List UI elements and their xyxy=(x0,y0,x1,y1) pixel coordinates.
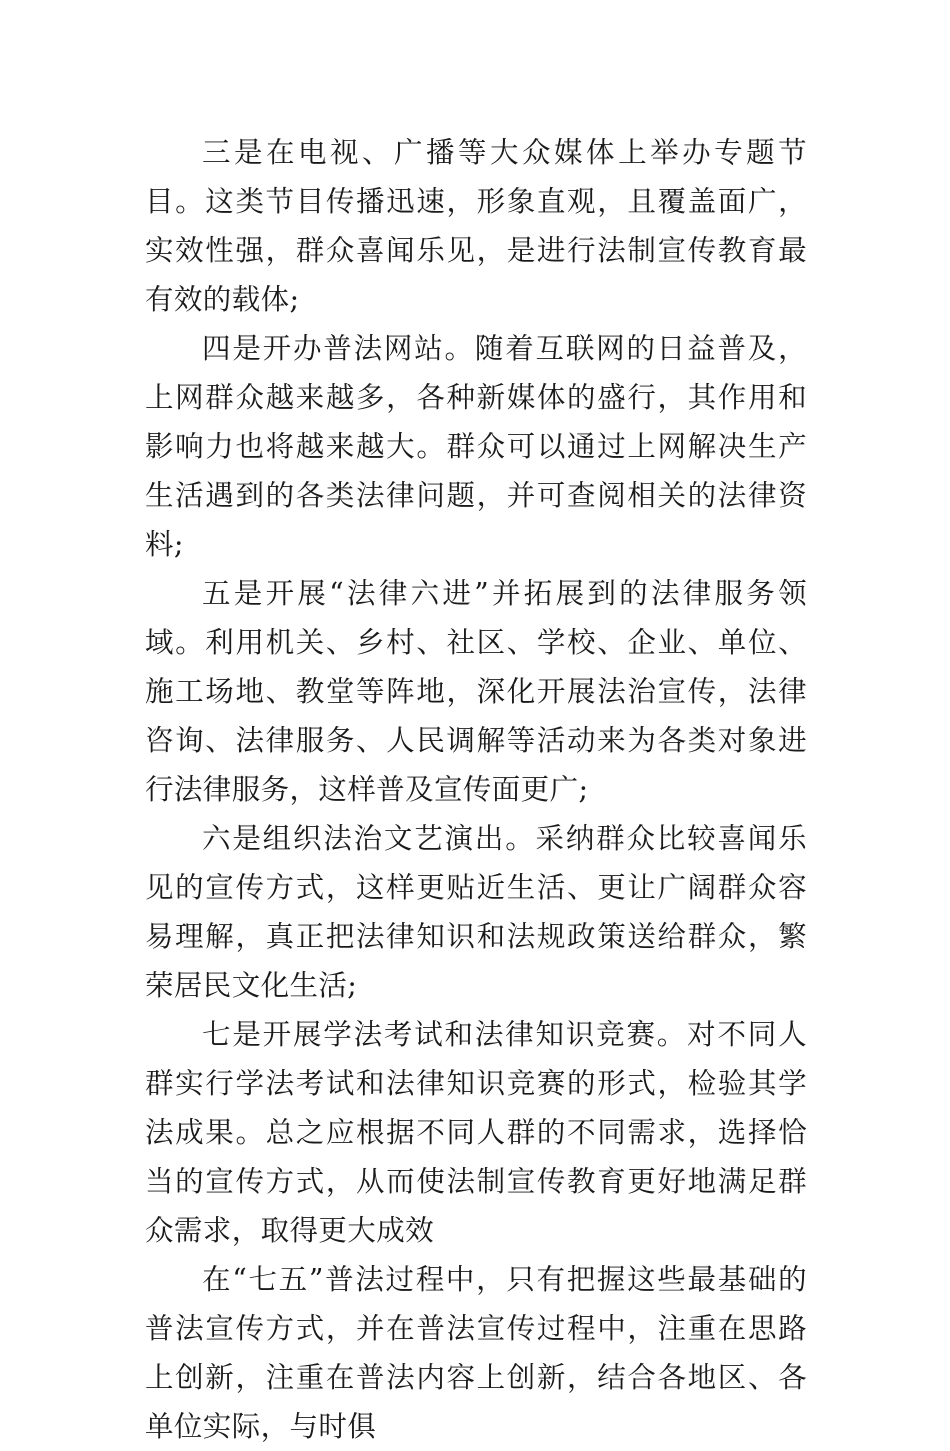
document-body xyxy=(145,128,807,1451)
paragraph-item-6-art-performances: 六是组织法治文艺演出。采纳群众比较喜闻乐见的宣传方式，这样更贴近生活、更让广阔群众容易理解，真正把法律知识和法规政策送给群众，繁荣居民文化生活; xyxy=(145,822,807,1002)
paragraph-conclusion: 在“七五”普法过程中，只有把握这些最基础的普法宣传方式，并在普法宣传过程中，注重在思路上创新，注重在普法内容上创新，结合各地区、各单位实际，与时俱 xyxy=(145,1263,807,1443)
paragraph-item-3-media-programs: 三是在电视、广播等大众媒体上举办专题节目。这类节目传播迅速，形象直观，且覆盖面广，实效性强，群众喜闻乐见，是进行法制宣传教育最有效的载体; xyxy=(145,136,807,316)
paragraph-item-5-law-six-entries: 五是开展“法律六进”并拓展到的法律服务领域。利用机关、乡村、社区、学校、企业、单位、施工场地、教堂等阵地，深化开展法治宣传，法律咨询、法律服务、人民调解等活动来为各类对象进行法律服务，这样普及宣传面更广; xyxy=(145,577,807,806)
paragraph-item-7-law-exams: 七是开展学法考试和法律知识竞赛。对不同人群实行学法考试和法律知识竞赛的形式，检验其学法成果。总之应根据不同人群的不同需求，选择恰当的宣传方式，从而使法制宣传教育更好地满足群众需求，取得更大成效 xyxy=(145,1018,807,1247)
paragraph-item-4-law-website: 四是开办普法网站。随着互联网的日益普及，上网群众越来越多，各种新媒体的盛行，其作用和影响力也将越来越大。群众可以通过上网解决生产生活遇到的各类法律问题，并可查阅相关的法律资料; xyxy=(145,332,807,561)
